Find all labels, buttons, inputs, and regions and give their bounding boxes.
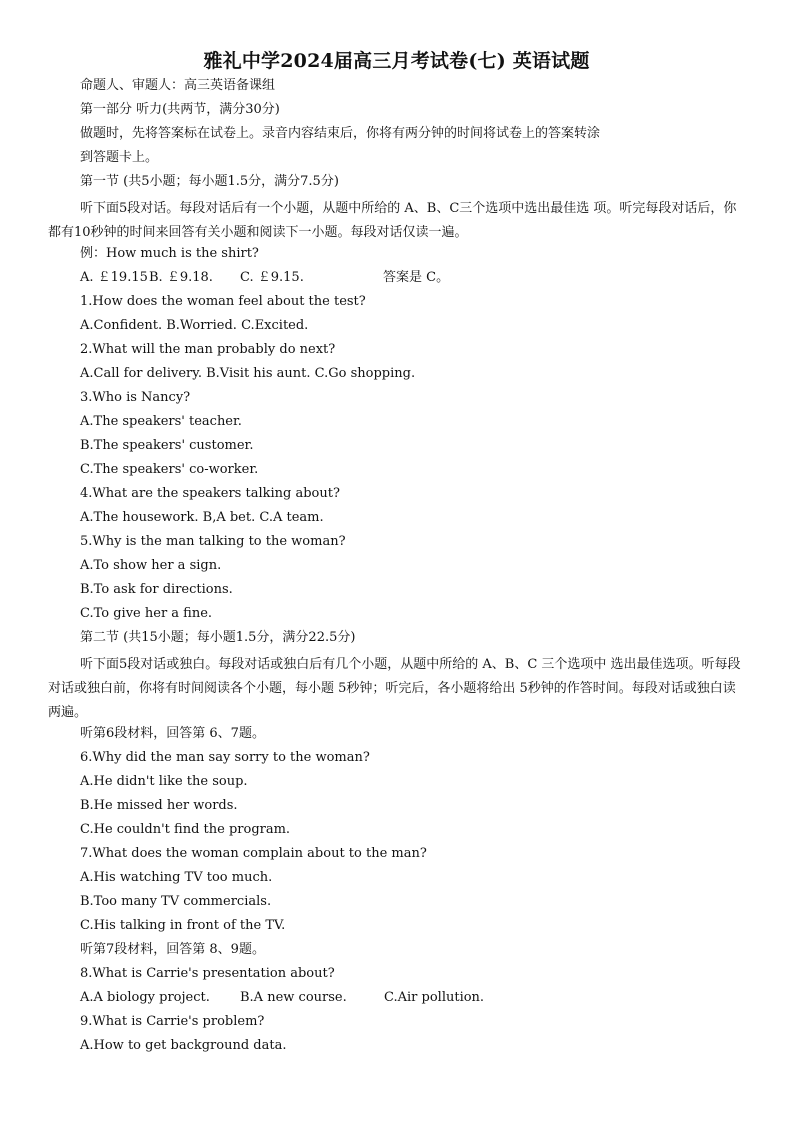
authors-line: 命题人、审题人：高三英语备课组 (80, 78, 276, 93)
q8-question: 8.What is Carrie's presentation about? (80, 966, 335, 981)
q2-options: A.Call for delivery. B.Visit his aunt. C.Go shopping. (80, 366, 416, 381)
q1-options: A.Confident. B.Worried. C.Excited. (80, 318, 309, 333)
example-question: 例：How much is the shirt? (80, 246, 259, 261)
section2-heading: 第二节 (共15小题；每小题1.5分，满分22.5分) (80, 630, 356, 645)
example-options (80, 269, 449, 287)
q6-question: 6.Why did the man say sorry to the woman? (80, 750, 370, 765)
section1-heading: 第一节 (共5小题；每小题1.5分，满分7.5分) (80, 174, 339, 189)
q7-option-a: A.His watching TV too much. (80, 870, 273, 885)
q4-options: A.The housework. B,A bet. C.A team. (80, 510, 324, 525)
q9-option-a: A.How to get background data. (80, 1038, 287, 1053)
q5-option-b: B.To ask for directions. (80, 582, 233, 597)
q5-question: 5.Why is the man talking to the woman? (80, 534, 346, 549)
q2-question: 2.What will the man probably do next? (80, 342, 336, 357)
q6-option-c: C.He couldn't find the program. (80, 822, 291, 837)
example-answer: 答案是 C。 (383, 270, 450, 285)
q6-option-b: B.He missed her words. (80, 798, 238, 813)
section1-instruction: 听下面5段对话。每段对话后有一个小题，从题中所给的 A、B、C三个选项中选出最佳选 项。听完每段对话后，你都有10秒钟的时间来回答有关小题和阅读下一小题。每段对话仅读一遍。 (48, 201, 737, 240)
material7-line: 听第7段材料，回答第 8、9题。 (80, 942, 265, 957)
q4-question: 4.What are the speakers talking about? (80, 486, 340, 501)
q7-question: 7.What does the woman complain about to the man? (80, 846, 427, 861)
q8-option-b: B.A new course. (240, 990, 347, 1005)
q3-option-c: C.The speakers' co-worker. (80, 462, 259, 477)
part1-heading: 第一部分 听力(共两节，满分30分) (80, 102, 280, 117)
q5-option-c: C.To give her a fine. (80, 606, 213, 621)
part1-instruction-line1: 做题时，先将答案标在试卷上。录音内容结束后，你将有两分钟的时间将试卷上的答案转涂 (80, 126, 601, 141)
example-option-c: C. ￡9.15. (240, 270, 304, 285)
q1-question: 1.How does the woman feel about the test? (80, 294, 366, 309)
q3-option-a: A.The speakers' teacher. (80, 414, 242, 429)
example-option-b: B. ￡9.18. (149, 270, 213, 285)
q8-option-c: C.Air pollution. (384, 990, 485, 1005)
q6-option-a: A.He didn't like the soup. (80, 774, 248, 789)
section2-instruction: 听下面5段对话或独白。每段对话或独白后有几个小题，从题中所给的 A、B、C 三个选项中 选出最佳选项。听每段对话或独白前，你将有时间阅读各个小题，每小题 5秒钟；听完后，各小题将给出 5秒钟的作答时间。每段对话或独白读两遍。 (48, 657, 741, 720)
q5-option-a: A.To show her a sign. (80, 558, 222, 573)
q9-question: 9.What is Carrie's problem? (80, 1014, 265, 1029)
q8-options (80, 989, 484, 1007)
q7-option-b: B.Too many TV commercials. (80, 894, 272, 909)
material6-line: 听第6段材料，回答第 6、7题。 (80, 726, 265, 741)
q3-option-b: B.The speakers' customer. (80, 438, 254, 453)
q3-question: 3.Who is Nancy? (80, 390, 191, 405)
example-option-a: A. ￡19.15 (80, 270, 148, 285)
part1-instruction-line2: 到答题卡上。 (80, 150, 159, 165)
page-title: 雅礼中学2024届高三月考试卷(七) 英语试题 (203, 50, 590, 72)
q8-option-a: A.A biology project. (80, 990, 210, 1005)
q7-option-c: C.His talking in front of the TV. (80, 918, 286, 933)
